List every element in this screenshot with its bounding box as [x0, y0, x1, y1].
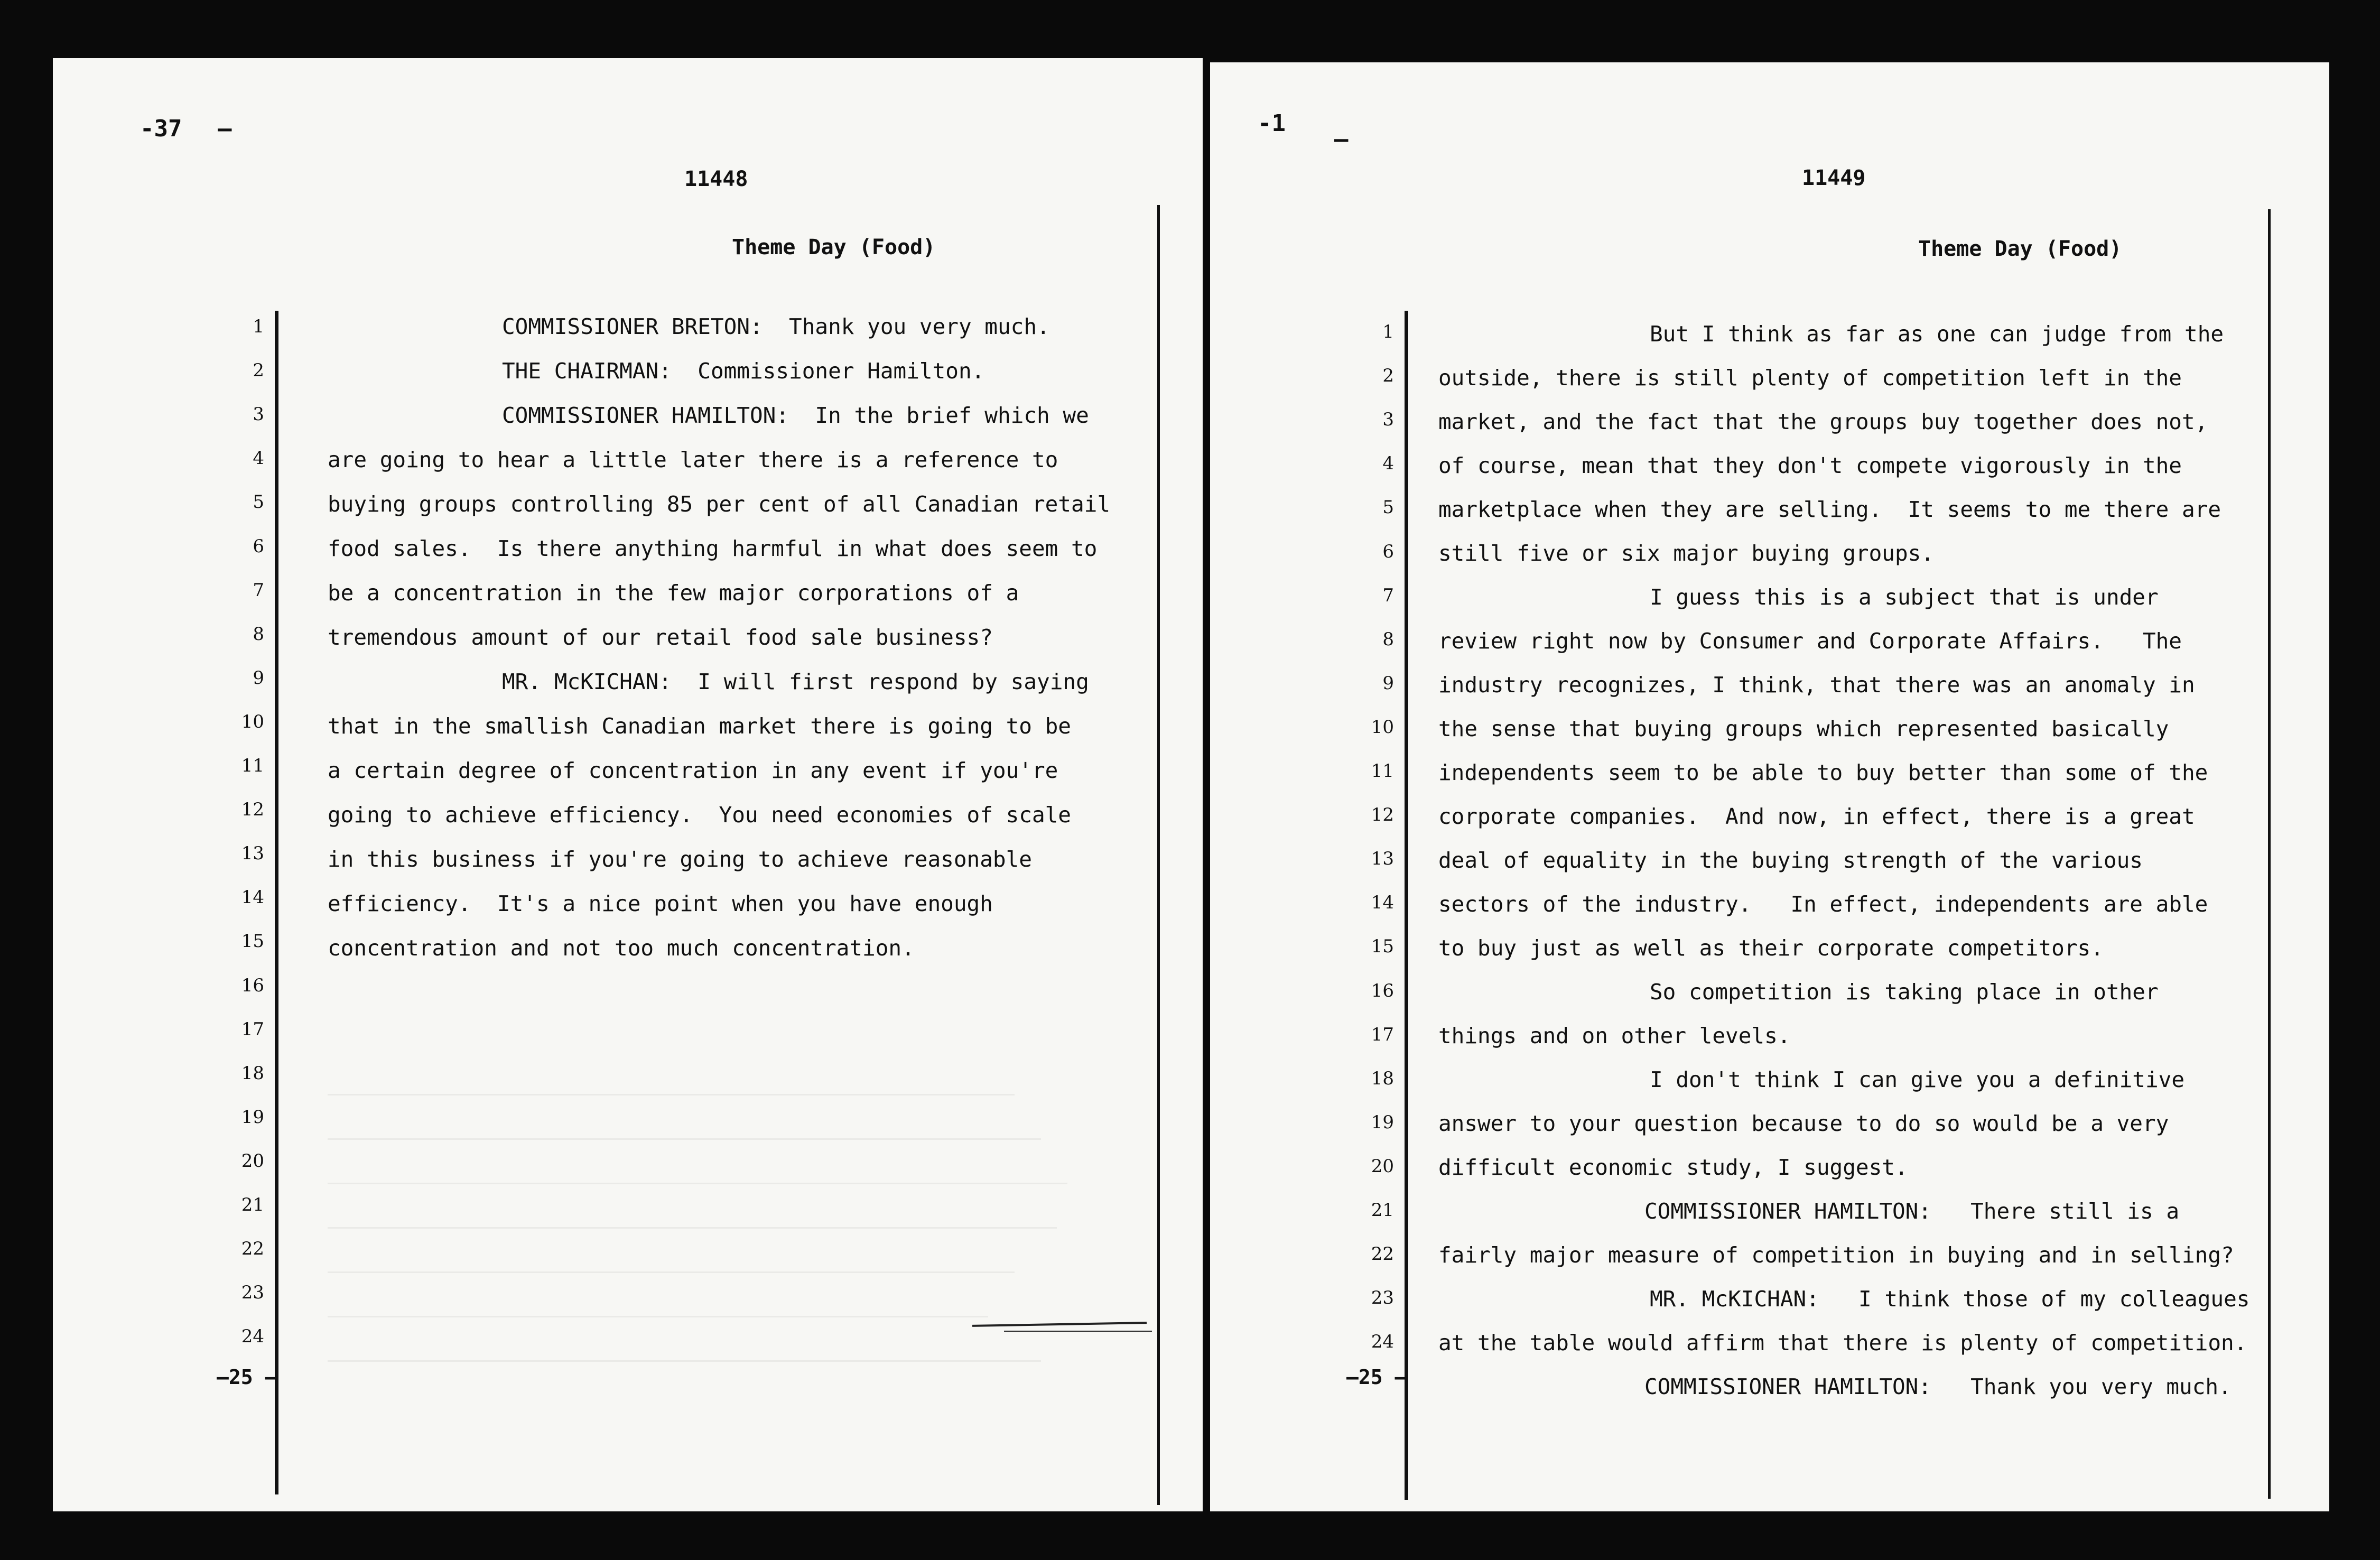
bleed-through-line: [328, 1316, 988, 1317]
transcript-line: COMMISSIONER HAMILTON: In the brief which we: [502, 403, 1089, 428]
line-number: 4: [253, 448, 264, 469]
line-number: 19: [1371, 1111, 1394, 1133]
transcript-line: answer to your question because to do so would be a very: [1438, 1111, 2169, 1136]
line-number: 5: [253, 491, 264, 513]
line-number: 10: [1371, 716, 1394, 738]
line-number: 1: [253, 316, 264, 337]
transcript-line: THE CHAIRMAN: Commissioner Hamilton.: [502, 358, 985, 384]
right-right-rule: [2268, 209, 2271, 1499]
line-number: 17: [1371, 1024, 1394, 1045]
left-page-header: Theme Day (Food): [732, 235, 936, 259]
line-number: 2: [1382, 365, 1394, 387]
transcript-line: MR. McKICHAN: I will first respond by saying: [502, 669, 1089, 694]
bleed-through-line: [328, 1271, 1015, 1273]
line-number: 5: [1382, 497, 1394, 518]
line-number: 8: [253, 623, 264, 645]
line-number: 12: [1371, 804, 1394, 826]
transcript-line: buying groups controlling 85 per cent of all Canadian retail: [328, 491, 1111, 517]
transcript-line: efficiency. It's a nice point when you have enough: [328, 891, 993, 916]
line-number: 20: [241, 1150, 264, 1172]
line-number: 24: [1371, 1331, 1394, 1353]
transcript-line: are going to hear a little later there is a reference to: [328, 447, 1058, 472]
transcript-line: marketplace when they are selling. It seems to me there are: [1438, 497, 2221, 522]
line-number: 3: [253, 404, 264, 425]
left-line-25-marker: —25 –: [217, 1366, 277, 1389]
line-number: 22: [1371, 1243, 1394, 1265]
transcript-line: going to achieve efficiency. You need economies of scale: [328, 802, 1071, 828]
line-number: 14: [241, 887, 264, 908]
bleed-through-line: [328, 1227, 1057, 1229]
transcript-line: industry recognizes, I think, that there was an anomaly in: [1438, 672, 2195, 698]
line-number: 1: [1382, 321, 1394, 342]
line-number: 2: [253, 360, 264, 382]
right-page-number: 11449: [1802, 166, 1866, 190]
line-number: 13: [1371, 848, 1394, 870]
transcript-line: things and on other levels.: [1438, 1023, 1791, 1048]
transcript-line: COMMISSIONER HAMILTON: Thank you very much.: [1644, 1374, 2232, 1399]
line-number: 23: [1371, 1287, 1394, 1309]
line-number: 17: [241, 1018, 264, 1040]
left-page-number: 11448: [684, 167, 748, 191]
line-number: 16: [1371, 980, 1394, 1001]
left-right-rule: [1157, 205, 1160, 1505]
transcript-line: in this business if you're going to achieve reasonable: [328, 847, 1032, 872]
line-number: 11: [241, 755, 264, 776]
transcript-line: corporate companies. And now, in effect, there is a great: [1438, 804, 2195, 829]
right-margin-rule: [1405, 311, 1408, 1500]
line-number: 16: [241, 974, 264, 996]
transcript-line: the sense that buying groups which represented basically: [1438, 716, 2169, 741]
line-number: 24: [241, 1326, 264, 1348]
line-number: 6: [253, 535, 264, 557]
line-number: 22: [241, 1238, 264, 1260]
line-number: 20: [1371, 1155, 1394, 1177]
line-number: 7: [253, 579, 264, 601]
right-page-header: Theme Day (Food): [1918, 237, 2122, 261]
transcript-line: But I think as far as one can judge from the: [1650, 321, 2224, 347]
line-number: 19: [241, 1106, 264, 1128]
transcript-line: sectors of the industry. In effect, independents are able: [1438, 892, 2208, 917]
transcript-line: be a concentration in the few major corporations of a: [328, 580, 1019, 606]
transcript-line: tremendous amount of our retail food sale business?: [328, 625, 993, 650]
line-number: 9: [253, 667, 264, 689]
transcript-line: COMMISSIONER BRETON: Thank you very much.: [502, 314, 1050, 339]
transcript-line: I don't think I can give you a definitive: [1650, 1067, 2185, 1092]
line-number: 18: [1371, 1067, 1394, 1089]
transcript-line: review right now by Consumer and Corporate Affairs. The: [1438, 628, 2182, 654]
left-corner-dash: –: [218, 115, 232, 142]
transcript-line: concentration and not too much concentration.: [328, 935, 915, 961]
right-transcript-page: [1210, 62, 2329, 1511]
left-transcript-page: [53, 58, 1203, 1511]
line-number: 8: [1382, 628, 1394, 650]
transcript-line: I guess this is a subject that is under: [1650, 584, 2159, 610]
line-number: 21: [1371, 1200, 1394, 1221]
transcript-line: difficult economic study, I suggest.: [1438, 1155, 1908, 1180]
transcript-line: at the table would affirm that there is plenty of competition.: [1438, 1330, 2247, 1355]
line-number: 7: [1382, 584, 1394, 606]
line-number: 18: [241, 1062, 264, 1084]
transcript-line: that in the smallish Canadian market there is going to be: [328, 713, 1071, 739]
line-number: 3: [1382, 409, 1394, 431]
pen-mark: [1004, 1331, 1152, 1332]
bleed-through-line: [328, 1138, 1041, 1140]
bleed-through-line: [328, 1094, 1015, 1095]
transcript-line: So competition is taking place in other: [1650, 979, 2159, 1005]
bleed-through-line: [328, 1183, 1067, 1184]
transcript-line: outside, there is still plenty of competition left in the: [1438, 365, 2182, 391]
transcript-line: COMMISSIONER HAMILTON: There still is a: [1644, 1199, 2180, 1224]
transcript-line: food sales. Is there anything harmful in what does seem to: [328, 536, 1098, 561]
line-number: 11: [1371, 760, 1394, 782]
left-margin-rule: [275, 311, 278, 1494]
transcript-line: fairly major measure of competition in buying and in selling?: [1438, 1242, 2234, 1268]
transcript-line: independents seem to be able to buy better than some of the: [1438, 760, 2208, 785]
transcript-line: to buy just as well as their corporate competitors.: [1438, 935, 2104, 961]
line-number: 6: [1382, 541, 1394, 562]
line-number: 10: [241, 711, 264, 732]
pen-mark: [972, 1322, 1147, 1327]
left-corner-number: -37: [140, 115, 182, 142]
line-number: 13: [241, 843, 264, 865]
transcript-line: deal of equality in the buying strength of the various: [1438, 848, 2143, 873]
transcript-line: of course, mean that they don't compete vigorously in the: [1438, 453, 2182, 478]
transcript-line: still five or six major buying groups.: [1438, 541, 1934, 566]
line-number: 9: [1382, 672, 1394, 694]
transcript-line: a certain degree of concentration in any event if you're: [328, 758, 1058, 783]
line-number: 23: [241, 1282, 264, 1304]
line-number: 15: [241, 931, 264, 952]
transcript-line: MR. McKICHAN: I think those of my colleagues: [1650, 1286, 2250, 1312]
line-number: 4: [1382, 453, 1394, 475]
right-corner-number: -1: [1258, 110, 1286, 137]
transcript-line: market, and the fact that the groups buy together does not,: [1438, 409, 2208, 434]
right-corner-dash: –: [1334, 126, 1349, 153]
line-number: 15: [1371, 936, 1394, 958]
line-number: 21: [241, 1194, 264, 1215]
right-line-25-marker: —25 –: [1346, 1366, 1407, 1389]
line-number: 12: [241, 799, 264, 821]
bleed-through-line: [328, 1360, 1041, 1362]
line-number: 14: [1371, 892, 1394, 914]
